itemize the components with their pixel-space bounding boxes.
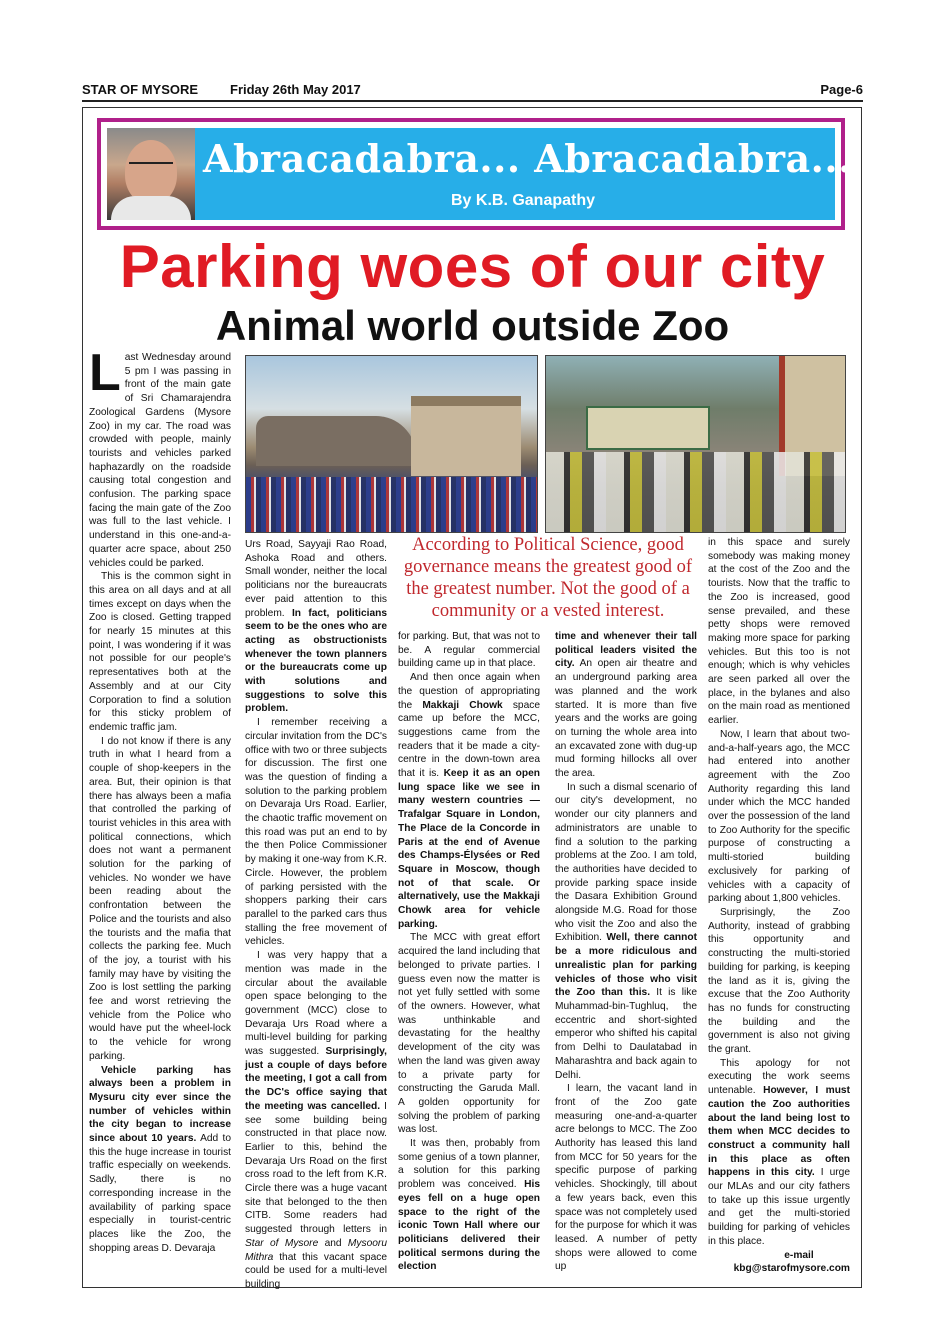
text-column-1 (89, 344, 231, 1255)
paragraph (245, 538, 387, 716)
paragraph: Now, I learn that about two-and-a-half-years ago, the MCC had entered into another agreement with the Zoo Authority regarding this land under which the MCC handed over the possession of the land to Zoo Authority for the specific purpose of constructing a multi-storied building exclusively for parking of vehicles with a capacity of parking about 1,800 vehicles. (708, 728, 850, 905)
traffic-jam-photo (545, 355, 846, 533)
author-photo (107, 128, 195, 220)
publication-name: Mysooru Mithra (245, 1237, 387, 1263)
paper-name: STAR OF MYSORE (82, 82, 199, 97)
photo-bus (586, 406, 710, 450)
paragraph-text: It is like Muhammad-bin-Tughluq, the eccentric and short-sighted emperor who shifted his capital from Delhi to Daulatabad in Maharashtra and back again to Delhi. (555, 987, 697, 1081)
paragraph-text: In such a dismal scenario of our city's development, no wonder our city planners and administrators are unable to find a solution to the parking problems at the Zoo. I am told, the authorities have decided to provide parking space inside the Dasara Exhibition Ground alongside M.G. Road for those who visit the Zoo and also the Exhibition. (555, 781, 697, 944)
paragraph: I learn, the vacant land in front of the Zoo gate measuring one-and-a-quarter acre belongs to MCC. The Zoo Authority has leased this land from MCC for 50 years for the specific purpose of parking vehicles. Shockingly, till about a few years back, even this space was not completely used for the purpose for which it was leased. A number of petty shops were allowed to come up (555, 1083, 697, 1273)
paragraph-text: I see some building being constructed in that place now. Earlier to this, behind the Devaraja Urs Road on the first cross road to the left from K.R. Circle there was a huge vacant site that belonged to the then CITB. Some readers had suggested through letters in (245, 1100, 387, 1236)
author-email[interactable]: kbg@starofmysore.com (733, 1263, 850, 1275)
paragraph-text: space came up before the MCC, suggestions came from the readers that it be made a city-centre in the down-town area that it is. (398, 699, 540, 780)
paragraph-text: I was very happy that a mention was made in the circular about the available open space belonging to the government (MCC) close to Devaraja Urs Road where a multi-level building for parking was suggested. (245, 950, 387, 1058)
paragraph-text: Urs Road, Sayyaji Rao Road, Ashoka Road and others. Small wonder, neither the local politicians nor the bureaucrats ever paid attention to this problem. (245, 539, 387, 619)
emphasis: Vehicle parking has always been a problem in Mysuru city ever since the number of vehicles within the city began to increase since about 10 years. (89, 1064, 231, 1145)
emphasis: His eyes fell on a huge open space to the right of the iconic Town Hall where our politicians delivered their political sermons during the election (398, 1179, 540, 1273)
drop-cap: L (89, 344, 121, 402)
masthead (82, 80, 863, 102)
paragraph: for parking. But, that was not to be. A regular commercial building came up in that place. (398, 631, 540, 670)
publication-name: Star of Mysore (245, 1237, 319, 1249)
column-title: Abracadabra... Abracadabra... (203, 136, 852, 181)
pull-quote: According to Political Science, good governance means the greatest good of the greatest number. Not the good of a community or a vested interest. (403, 535, 693, 621)
paragraph (398, 671, 540, 931)
paragraph: The MCC with great effort acquired the land including that belonged to private parties. I guess even now the matter is not yet fully settled with some of the owners. However, what was unthinkable and devastating for the healthy development of the city was when the land was given away to a private party for constructing the Garuda Mall. A golden opportunity for solving the problem of parking was lost. (398, 932, 540, 1136)
paragraph-text: And then once again when the question of appropriating the (398, 672, 540, 711)
paragraph-text: It was then, probably from some genius of a town planner, a solution for this parking problem was conceived. (398, 1138, 540, 1191)
headline: Parking woes of our city (119, 233, 826, 300)
author-glasses (129, 162, 173, 174)
paragraph-text: and (318, 1237, 348, 1249)
photo-traffic (546, 452, 845, 532)
emphasis: However, I must caution the Zoo authorities about the land being lost to them when MCC decides to construct a community hall in this place as often happens in this city. (708, 1085, 850, 1179)
paragraph-text: An open air theatre and an underground parking area was planned and the work started. It is more than five years and the works are going on turning the whole area into an excavated zone with dug-up mud forming hillocks all over the area. (555, 658, 697, 780)
paragraph (708, 1057, 850, 1249)
paragraph-text: I urge our MLAs and our city fathers to take up this issue urgently and get the multi-storied building for parking of vehicles in this place. (708, 1167, 850, 1247)
photo-crowd (246, 477, 537, 532)
emphasis: In fact, politicians seem to be the ones who are acting as obstructionists whenever the town planners or the bureaucrats come up with solutions and suggestions to solve this problem. (245, 607, 387, 715)
paragraph (245, 949, 387, 1292)
paragraph: in this space and surely somebody was making money at the cost of the Zoo and the tourists. Now that the traffic to the Zoo is increased, good sense prevailed, and these petty shops were removed making more space for parking vehicles. But this too is not enough; which is why vehicles are seen parked all over the place, in the bylanes and also on the main road as mentioned earlier. (708, 537, 850, 727)
paragraph-text: that this vacant space could be used for a multi-level building (245, 1251, 387, 1290)
text-column-4 (555, 630, 697, 1274)
paragraph (89, 1064, 231, 1256)
byline: By K.B. Ganapathy (450, 192, 596, 209)
paragraph (398, 1137, 540, 1274)
page-number: Page-6 (820, 82, 863, 97)
photo-wall (256, 416, 416, 466)
author-shirt (111, 196, 191, 220)
paragraph (555, 630, 697, 781)
photo-gate (411, 396, 521, 476)
emphasis: Well, there cannot be a more ridiculous and unrealistic plan for parking vehicles of those who visit the Zoo than this. (555, 932, 697, 999)
text-column-2 (245, 538, 387, 1292)
paragraph: Surprisingly, the Zoo Authority, instead of grabbing this opportunity and constructing the multi-storied building for parking, is keeping the land as it is, giving the excuse that the Zoo Authority has no funds for constructing the building and the government is also not giving the grant. (708, 906, 850, 1056)
paragraph: I do not know if there is any truth in what I heard from a couple of shop-keepers in the area. But, their opinion is that there has always been a mafia that controlled the parking of tourist vehicles in this area with political connections, which does not want a permanent solution for the parking of vehicles. No wonder we have been reading about the confrontation between the Police and the tourists and also the tourists and the mafia that collects the parking fee. Much of the joy, a tourist with his family may have by visiting the Zoo is lost settling the parking fee and worst retrieving the vehicle from the Police who would have put the wheel-lock to the vehicle for wrong parking. (89, 735, 231, 1062)
paragraph-text: Add to this the huge increase in tourist traffic especially on weekends. Sadly, there is no corresponding increase in the availability of parking space especially in tourist-centric places like the Zoo, the shopping areas D. Devaraja (89, 1133, 231, 1254)
emphasis: Makkaji Chowk (422, 699, 503, 711)
text-column-5 (708, 536, 850, 1276)
paragraph (555, 781, 697, 1082)
text-column-3 (398, 630, 540, 1274)
banner-background (107, 128, 852, 220)
paragraph-text: ast Wednesday around 5 pm I was passing in front of the main gate of Sri Chamarajendra Zoological Gardens (Mysore Zoo) in my car. The road was crowded with people, mainly tourists and vehicles parked haphazardly on the roadside causing total congestion and confusion. The parking space facing the main gate of the Zoo was full to the last vehicle. I understand in this one-and-a-quarter acre space, about 250 vehicles could be parked. (89, 352, 231, 569)
emphasis: Keep it as an open lung space like we see in many western countries — Trafalgar Square in London, The Place de la Concorde in Paris at the end of Avenue des Champs-Élysées or Red Square in Moscow, though not of that scale. Or alternatively, use the Makkaji Chowk area for vehicle parking. (398, 768, 540, 930)
paragraph: This is the common sight in this area on all days and at all times except on days when the Zoo is closed. Getting trapped for nearly 15 minutes at this point, I was wondering if it was not possible for our people's representatives both at the Assembly and at our City Corporation to find a solution for this sticky problem of endemic traffic jam. (89, 571, 231, 733)
emphasis: Surprisingly, just a couple of days before the meeting, I got a call from the DC's office saying that the meeting was cancelled. (245, 1046, 387, 1112)
column-banner (97, 118, 852, 230)
emphasis: time and whenever their tall political leaders visited the city. (555, 631, 697, 670)
email-label: e-mail (784, 1249, 814, 1261)
paragraph (89, 344, 231, 570)
issue-date: Friday 26th May 2017 (230, 82, 361, 97)
paragraph-text: This apology for not executing the work seems untenable. (708, 1057, 850, 1097)
subheadline: Animal world outside Zoo (215, 302, 730, 349)
zoo-gate-crowd-photo (245, 355, 538, 533)
paragraph: I remember receiving a circular invitation from the DC's office with two or three subjects for discussion. The first one was the question of finding a solution to the parking problem on Devaraja Urs Road. Earlier, the chaotic traffic movement on this road was put an end to by the then Police Commissioner by making it one-way from K.R. Circle. However, the problem of parking persisted with the shoppers parking their cars parallel to the parked cars thus stalling the free movement of vehicles. (245, 717, 387, 948)
